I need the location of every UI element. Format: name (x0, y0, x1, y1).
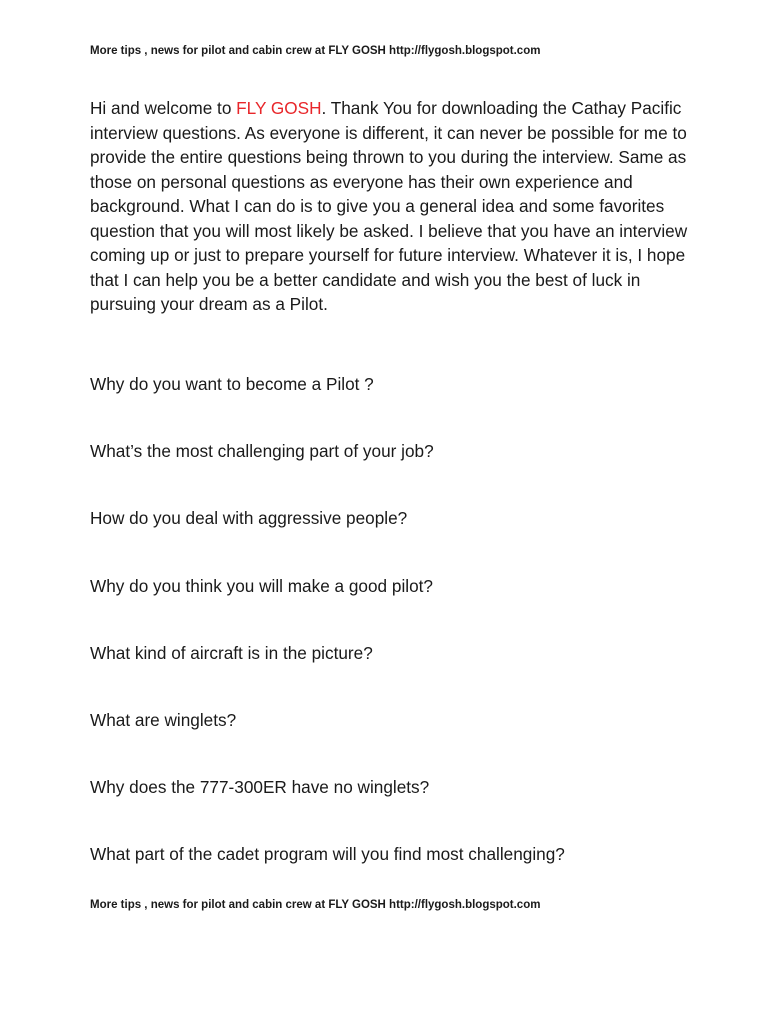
question-list (90, 372, 690, 910)
intro-body: . Thank You for downloading the Cathay Pacific interview questions. As everyone is different, it can never be possible for me to provide the entire questions being thrown to you during the interview. Same as those on personal questions as everyone has their own experience and background. What I can do is to give you a general idea and some favorites question that you will most likely be asked. I believe that you have an interview coming up or just to prepare yourself for future interview. Whatever it is, I hope that I can help you be a better candidate and wish you the best of luck in pursuing your dream as a Pilot. (90, 98, 688, 314)
question-item: How do you deal with aggressive people? (90, 508, 408, 529)
header-note: More tips , news for pilot and cabin crew at FLY GOSH http://flygosh.blogspot.com (90, 45, 541, 57)
question-item: What are winglets? (90, 709, 237, 730)
question-item: What kind of aircraft is in the picture? (90, 642, 373, 663)
brand-name: FLY GOSH (236, 98, 322, 118)
question-item: What part of the cadet program will you find most challenging? (90, 844, 565, 865)
intro-lead: Hi and welcome to (90, 98, 237, 118)
intro-paragraph (90, 96, 690, 317)
footer-note: More tips , news for pilot and cabin crew at FLY GOSH http://flygosh.blogspot.com (90, 899, 541, 911)
question-item: Why does the 777-300ER have no winglets? (90, 777, 430, 798)
question-item: Why do you think you will make a good pilot? (90, 575, 433, 596)
question-item: Why do you want to become a Pilot ? (90, 374, 374, 394)
question-item: What’s the most challenging part of your job? (90, 441, 434, 462)
